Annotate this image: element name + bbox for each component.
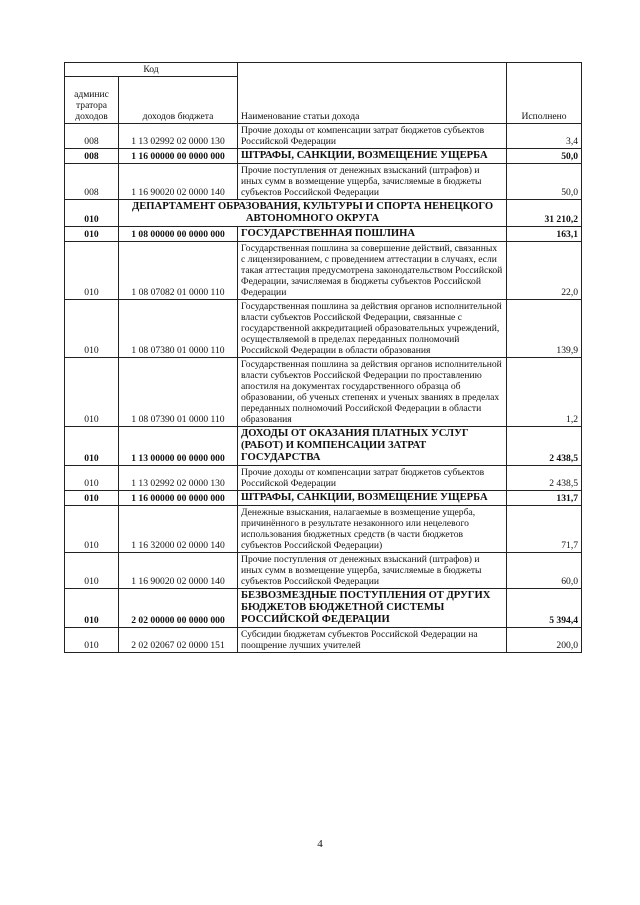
table-row (65, 164, 582, 200)
executed-value-cell: 50,0 (507, 149, 582, 164)
revenue-table (64, 62, 582, 653)
executed-value-cell: 71,7 (507, 506, 582, 553)
admin-code-cell: 010 (65, 358, 119, 427)
page-number: 4 (317, 838, 323, 850)
table-row (65, 124, 582, 149)
admin-code-cell: 010 (65, 300, 119, 358)
income-code-cell: 1 13 02992 02 0000 130 (119, 124, 238, 149)
executed-value-cell: 22,0 (507, 242, 582, 300)
table-row (65, 242, 582, 300)
executed-value-cell: 60,0 (507, 553, 582, 589)
executed-value-cell: 5 394,4 (507, 589, 582, 628)
table-row (65, 589, 582, 628)
executed-value-cell: 131,7 (507, 491, 582, 506)
item-name-cell: ДОХОДЫ ОТ ОКАЗАНИЯ ПЛАТНЫХ УСЛУГ (РАБОТ) И КОМПЕНСАЦИИ ЗАТРАТ ГОСУДАРСТВА (238, 427, 507, 466)
table-row (65, 227, 582, 242)
item-name-cell: Прочие поступления от денежных взысканий (штрафов) и иных сумм в возмещение ущерба, зачисляемые в бюджеты субъектов Российской Федерации (238, 553, 507, 589)
table-row (65, 628, 582, 653)
admin-code-cell: 010 (65, 427, 119, 466)
admin-code-cell: 010 (65, 466, 119, 491)
income-code-cell: 1 16 32000 02 0000 140 (119, 506, 238, 553)
income-code-cell: 2 02 00000 00 0000 000 (119, 589, 238, 628)
item-name-cell: ГОСУДАРСТВЕННАЯ ПОШЛИНА (238, 227, 507, 242)
header-row-top (65, 63, 582, 77)
item-name-cell: Субсидии бюджетам субъектов Российской Федерации на поощрение лучших учителей (238, 628, 507, 653)
item-name-cell: Прочие доходы от компенсации затрат бюджетов субъектов Российской Федерации (238, 124, 507, 149)
header-income-code: доходов бюджета (119, 77, 238, 124)
admin-code-cell: 008 (65, 164, 119, 200)
income-code-cell: 1 13 00000 00 0000 000 (119, 427, 238, 466)
admin-code-cell: 010 (65, 200, 119, 227)
item-name-cell: БЕЗВОЗМЕЗДНЫЕ ПОСТУПЛЕНИЯ ОТ ДРУГИХ БЮДЖЕТОВ БЮДЖЕТНОЙ СИСТЕМЫ РОССИЙСКОЙ ФЕДЕРАЦИИ (238, 589, 507, 628)
executed-value-cell: 163,1 (507, 227, 582, 242)
admin-code-cell: 010 (65, 589, 119, 628)
header-name: Наименование статьи дохода (238, 63, 507, 124)
table-row (65, 553, 582, 589)
admin-code-cell: 010 (65, 227, 119, 242)
item-name-cell: ШТРАФЫ, САНКЦИИ, ВОЗМЕЩЕНИЕ УЩЕРБА (238, 491, 507, 506)
header-adm: админис тратора доходов (65, 77, 119, 124)
executed-value-cell: 1,2 (507, 358, 582, 427)
table-row (65, 300, 582, 358)
income-code-cell: 1 16 00000 00 0000 000 (119, 149, 238, 164)
table-row (65, 149, 582, 164)
executed-value-cell: 200,0 (507, 628, 582, 653)
income-code-cell: 1 16 90020 02 0000 140 (119, 553, 238, 589)
admin-code-cell: 008 (65, 124, 119, 149)
item-name-cell: Прочие доходы от компенсации затрат бюджетов субъектов Российской Федерации (238, 466, 507, 491)
item-name-cell: Государственная пошлина за совершение действий, связанных с лицензированием, с проведением аттестации в случаях, если такая аттестация предусмотрена законодательством Российской Федерации, зачисляемая в бюджеты субъектов Российской Федерации (238, 242, 507, 300)
income-code-cell: 2 02 02067 02 0000 151 (119, 628, 238, 653)
item-name-cell: Денежные взыскания, налагаемые в возмещение ущерба, причинённого в результате незаконного или нецелевого использования бюджетных средств (в части бюджетов субъектов Российской Федерации) (238, 506, 507, 553)
income-code-cell: 1 08 07390 01 0000 110 (119, 358, 238, 427)
executed-value-cell: 2 438,5 (507, 427, 582, 466)
item-name-cell: Государственная пошлина за действия органов исполнительной власти субъектов Российской Федерации, связанные с государственной аккредитацией образовательных учреждений, осуществляемой в пределах переданных полномочий Российской Федерации в области образования (238, 300, 507, 358)
admin-code-cell: 010 (65, 242, 119, 300)
table-row (65, 427, 582, 466)
income-code-cell: 1 08 07082 01 0000 110 (119, 242, 238, 300)
income-code-cell: 1 08 00000 00 0000 000 (119, 227, 238, 242)
header-kod: Код (65, 63, 238, 77)
executed-value-cell: 31 210,2 (507, 200, 582, 227)
income-code-cell: 1 16 90020 02 0000 140 (119, 164, 238, 200)
income-code-cell: 1 08 07380 01 0000 110 (119, 300, 238, 358)
item-name-cell: Государственная пошлина за действия органов исполнительной власти субъектов Российской Федерации по проставлению апостиля на документах государственного образца об образовании, об ученых степенях и ученых званиях в пределах переданных полномочий Российской Федерации в области образования (238, 358, 507, 427)
admin-code-cell: 010 (65, 491, 119, 506)
table-row (65, 358, 582, 427)
admin-code-cell: 008 (65, 149, 119, 164)
admin-code-cell: 010 (65, 553, 119, 589)
admin-code-cell: 010 (65, 506, 119, 553)
executed-value-cell: 139,9 (507, 300, 582, 358)
executed-value-cell: 2 438,5 (507, 466, 582, 491)
executed-value-cell: 3,4 (507, 124, 582, 149)
income-code-cell: 1 13 02992 02 0000 130 (119, 466, 238, 491)
table-row (65, 200, 582, 227)
table-row (65, 506, 582, 553)
item-name-cell: Прочие поступления от денежных взысканий (штрафов) и иных сумм в возмещение ущерба, зачисляемые в бюджеты субъектов Российской Федерации (238, 164, 507, 200)
table-row (65, 466, 582, 491)
header-executed: Исполнено (507, 63, 582, 124)
income-code-cell: 1 16 00000 00 0000 000 (119, 491, 238, 506)
department-name-cell: ДЕПАРТАМЕНТ ОБРАЗОВАНИЯ, КУЛЬТУРЫ И СПОРТА НЕНЕЦКОГО АВТОНОМНОГО ОКРУГА (119, 200, 507, 227)
item-name-cell: ШТРАФЫ, САНКЦИИ, ВОЗМЕЩЕНИЕ УЩЕРБА (238, 149, 507, 164)
admin-code-cell: 010 (65, 628, 119, 653)
table-row (65, 491, 582, 506)
executed-value-cell: 50,0 (507, 164, 582, 200)
